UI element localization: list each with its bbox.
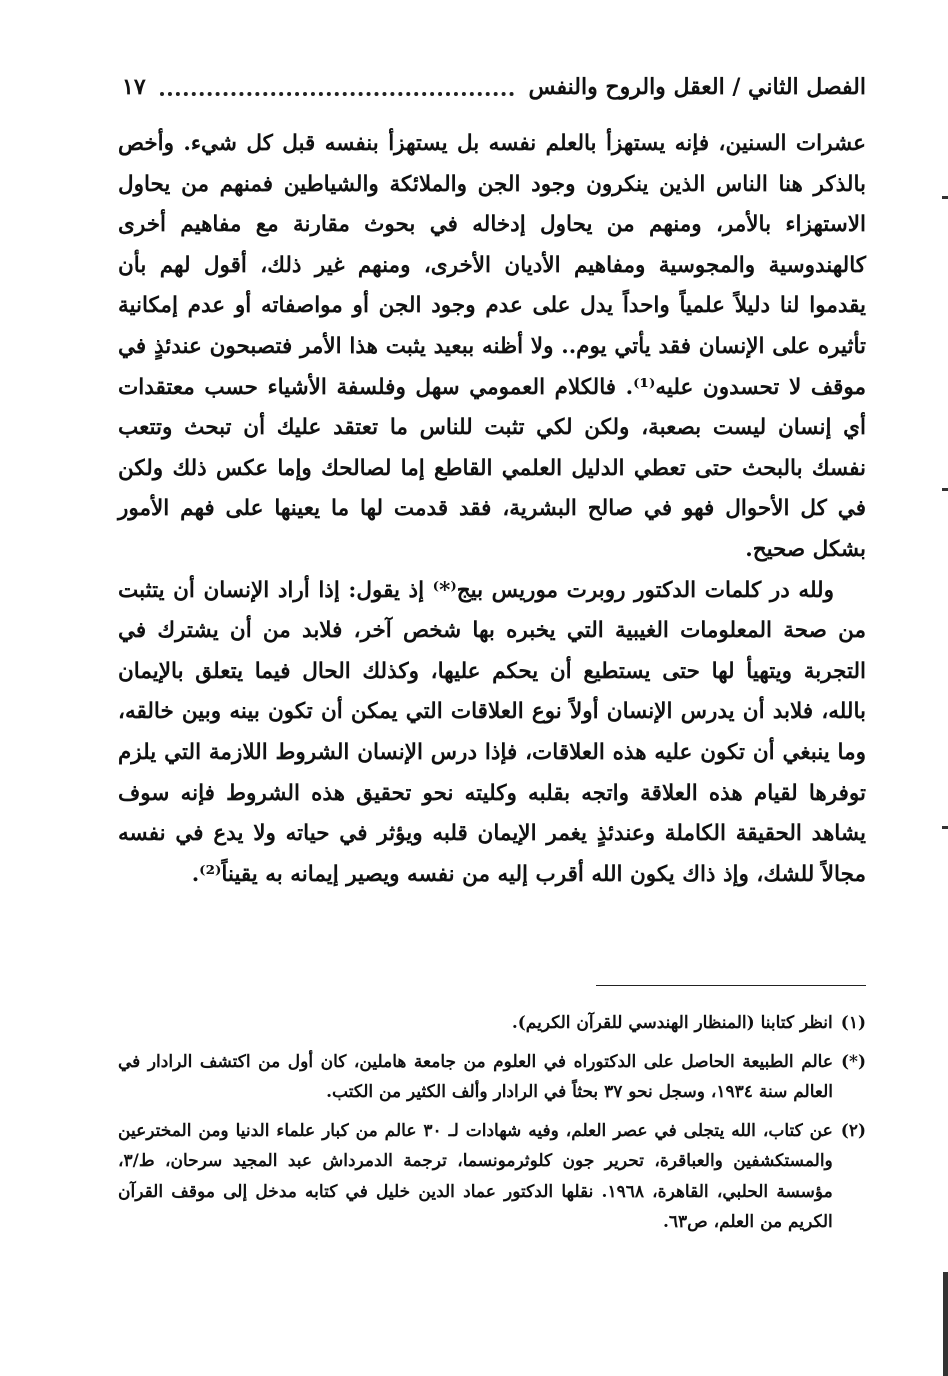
footnote-number: (١) [840, 1013, 866, 1033]
running-header [122, 62, 866, 112]
footnotes [118, 1008, 866, 1246]
header-dotted-leader [160, 92, 515, 96]
footnote-number: (*) [841, 1051, 866, 1072]
footnote [118, 1047, 866, 1108]
paragraph: ولله در كلمات الدكتور روبرت موريس بيج⁽*⁾ إذ يقول: إذا أراد الإنسان أن يتثبت من صحة المعلومات الغيبية التي يخبره بها شخص آخر، فلابد من أن يشترك في التجربة ويتهيأ لها حتى يستطيع أن يحكم عليها، وكذلك الحال فيما يتعلق بالإيمان بالله، فلابد أن يدرس الإنسان أولاً نوع العلاقات التي يمكن أن تكون بينه وبين خالقه، وما ينبغي أن تكون عليه هذه العلاقات، فإذا درس الإنسان الشروط اللازمة التي يلزم توفرها لقيام هذه العلاقة واتجه بقلبه وكليته نحو تحقيق هذه الشروط فإنه سوف يشاهد الحقيقة الكاملة وعندئذٍ يغمر الإيمان قلبه ويؤثر في حياته ولا يدع في نفسه مجالاً للشك، وإذ ذاك يكون الله أقرب إليه من نفسه ويصير إيمانه به يقيناً⁽²⁾. [118, 577, 866, 887]
footnote-separator [596, 985, 866, 986]
footnote-text: عالم الطبيعة الحاصل على الدكتوراه في العلوم من جامعة هاملين، كان أول من اكتشف الرادار في العالم سنة ١٩٣٤، وسجل نحو ٣٧ بحثاً في الرادار وألف الكثير من الكتب. [118, 1051, 834, 1102]
margin-mark [942, 488, 948, 491]
page-number: ١٧ [122, 74, 146, 100]
main-text [118, 124, 866, 895]
footnote-text: عن كتاب، الله يتجلى في عصر العلم، وفيه شهادات لـ ٣٠ عالم من كبار علماء الدنيا ومن المخترعين والمستكشفين والعباقرة، تحرير جون كلوثرمونسما، ترجمة الدمرداش عبد المجيد سرحان، ط/٣، مؤسسة الحلبي، القاهرة، ١٩٦٨. نقلها الدكتور عماد الدين خليل في كتابه مدخل إلى موقف القرآن الكريم من العلم، ص٦٣. [118, 1120, 833, 1232]
paragraph: عشرات السنين، فإنه يستهزأ بالعلم نفسه بل يستهزأ بنفسه قبل كل شيء. وأخص بالذكر هنا الناس الذين ينكرون وجود الجن والملائكة والشياطين فمنهم من يحاول الاستهزاء بالأمر، ومنهم من يحاول إدخاله في بحوث مقارنة مع مفاهيم أخرى كالهندوسية والمجوسية ومفاهيم الأديان الأخرى، ومنهم غير ذلك، أقول لهم بأن يقدموا لنا دليلاً علمياً واحداً يدل على عدم وجود الجن أو مواصفاته أو عدم إمكانية تأثيره على الإنسان فقد يأتي يوم.. ولا أظنه ببعيد يثبت هذا الأمر فتصبحون عندئذٍ في موقف لا تحسدون عليه⁽¹⁾. فالكلام العمومي سهل وفلسفة الأشياء حسب معتقدات أي إنسان ليست بصعبة، ولكن لكي تثبت للناس ما تعتقد عليك أن تبحث وتتعب نفسك بالبحث حتى تعطي الدليل العلمي القاطع إما لصالحك وإما عكس ذلك ولكن في كل الأحوال فهو في صالح البشرية، فقد قدمت لها ما يعينها على فهم الأمور بشكل صحيح. [118, 131, 866, 562]
footnote [118, 1008, 866, 1039]
footnote-number: (٢) [840, 1120, 866, 1141]
margin-mark [942, 196, 948, 199]
page-edge-shadow [943, 1272, 948, 1376]
footnote [118, 1116, 866, 1238]
footnote-text: انظر كتابنا (المنظار الهندسي للقرآن الكريم). [511, 1013, 833, 1033]
margin-mark [942, 826, 948, 829]
chapter-title: الفصل الثاني / العقل والروح والنفس [528, 74, 866, 100]
